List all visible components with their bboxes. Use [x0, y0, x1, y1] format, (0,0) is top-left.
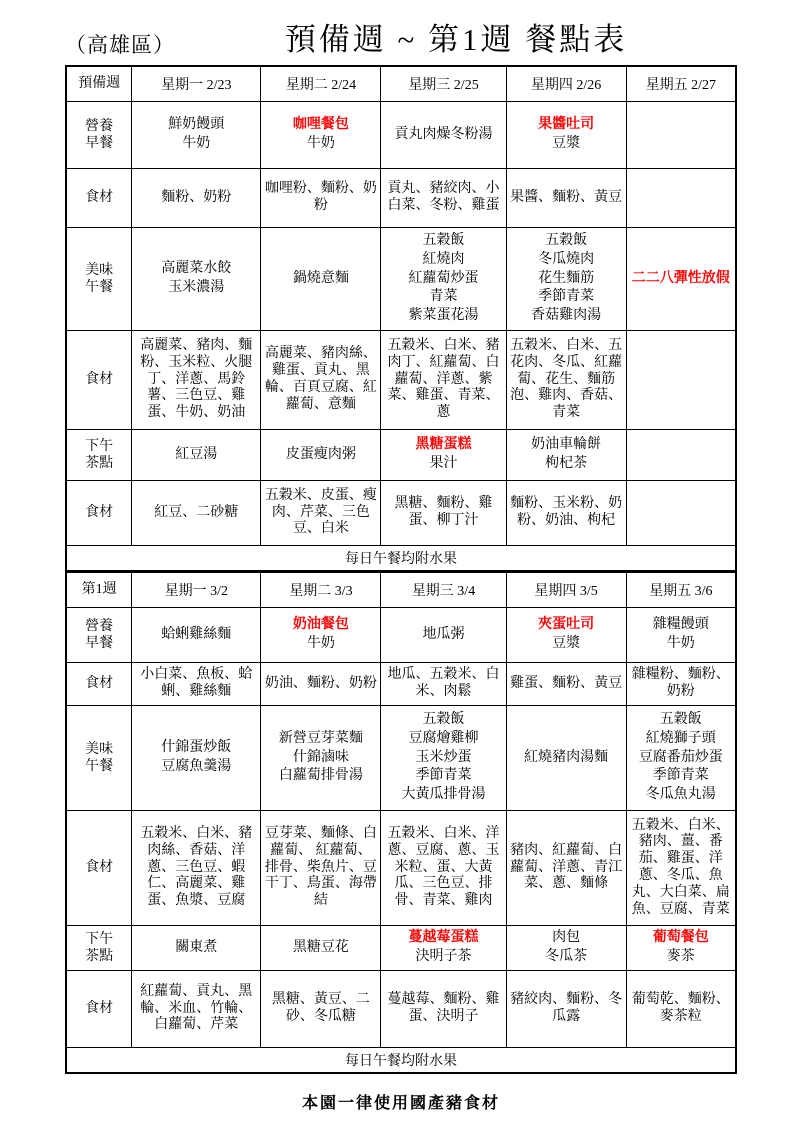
menu-item-highlighted: 葡萄餐包 [652, 930, 709, 946]
menu-table-body [66, 572, 736, 1073]
day-header-cell: 星期一 2/23 [132, 66, 261, 102]
menu-item-text: 五穀飯 [422, 232, 465, 248]
row-label-text: 下午 [85, 931, 114, 947]
menu-item-text: 黑糖、麵粉、雞蛋、柳丁汁 [394, 496, 493, 528]
week-label-cell: 第1週 [66, 572, 132, 608]
fruit-note-cell: 每日午餐均附水果 [66, 1048, 736, 1074]
menu-tables-container [0, 65, 793, 1074]
row-label-cell [66, 663, 132, 706]
menu-item-text: 五穀米、白米、五花肉、冬瓜、紅蘿蔔、花生、麵筋泡、雞肉、香菇、青菜 [510, 338, 623, 421]
menu-item-text: 豆漿 [552, 136, 581, 151]
menu-item-text: 雞蛋、麵粉、黃豆 [510, 675, 623, 691]
row-label-cell [66, 811, 132, 926]
row-label-text: 早餐 [85, 636, 114, 651]
menu-cell [626, 926, 736, 971]
menu-item-text: 紅燒肉 [422, 251, 465, 267]
menu-item-text: 麵粉、玉米粉、奶粉、奶油、枸杞 [510, 496, 623, 528]
menu-item-text: 五穀飯 [545, 232, 588, 248]
row-label-text: 美味 [85, 741, 114, 757]
day-header-cell: 星期五 2/27 [626, 66, 736, 102]
menu-item-text: 季節青菜 [652, 768, 709, 784]
week-label-cell: 預備週 [66, 66, 132, 102]
menu-cell [506, 706, 626, 811]
menu-item-text: 雜糧粉、麵粉、奶粉 [631, 667, 730, 699]
menu-cell [381, 608, 506, 663]
menu-cell [132, 706, 261, 811]
menu-item-highlighted: 果醬吐司 [538, 117, 595, 133]
menu-item-highlighted: 二二八彈性放假 [631, 270, 730, 286]
menu-cell [626, 971, 736, 1048]
region-label: （高雄區） [65, 33, 175, 57]
menu-cell [132, 926, 261, 971]
menu-item-text: 奶油、麵粉、奶粉 [264, 675, 377, 691]
menu-cell [261, 971, 381, 1048]
menu-item-text: 玉米炒蛋 [415, 749, 472, 765]
menu-cell [626, 228, 736, 331]
menu-cell [506, 331, 626, 430]
menu-item-text: 五穀米、白米、豬肉絲、香菇、洋蔥、三色豆、蝦仁、高麗菜、雞蛋、魚漿、豆腐 [140, 826, 253, 909]
table-row [66, 169, 736, 228]
row-label-cell [66, 102, 132, 169]
table-row [66, 663, 736, 706]
menu-item-text: 大黃瓜排骨湯 [401, 787, 486, 803]
menu-cell [261, 608, 381, 663]
row-label-text: 食材 [85, 190, 114, 206]
menu-cell [506, 811, 626, 926]
menu-item-text: 牛奶 [306, 136, 335, 151]
menu-cell [381, 228, 506, 331]
menu-item-text: 紅燒獅子頭 [645, 730, 716, 746]
title-row [65, 14, 737, 59]
menu-cell [381, 811, 506, 926]
row-label-text: 美味 [85, 262, 114, 278]
menu-cell [132, 971, 261, 1048]
row-label-text: 食材 [85, 860, 114, 876]
menu-cell [506, 926, 626, 971]
menu-item-text: 青菜 [429, 289, 458, 305]
row-label-text: 食材 [85, 676, 114, 692]
menu-item-text: 豆腐燴雞柳 [408, 730, 479, 746]
menu-item-text: 蔓越莓、麵粉、雞蛋、決明子 [387, 992, 500, 1024]
menu-cell [381, 430, 506, 481]
menu-cell [626, 102, 736, 169]
menu-item-text: 紫菜蛋花湯 [408, 308, 479, 324]
menu-item-text: 紅燒豬肉湯麵 [524, 749, 609, 765]
menu-item-text: 決明子茶 [415, 949, 472, 964]
menu-item-text: 果汁 [429, 456, 458, 471]
menu-item-text: 枸杞茶 [545, 456, 588, 471]
fruit-note-row [66, 546, 736, 572]
menu-cell [506, 169, 626, 228]
menu-cell [626, 663, 736, 706]
fruit-note-cell: 每日午餐均附水果 [66, 546, 736, 572]
row-label-cell [66, 430, 132, 481]
menu-item-text: 牛奶 [182, 136, 211, 151]
menu-cell [506, 481, 626, 546]
page-title: 預備週 ~ 第1週 餐點表 [284, 22, 628, 57]
table-row [66, 811, 736, 926]
menu-cell [381, 481, 506, 546]
menu-cell [261, 169, 381, 228]
menu-cell [261, 430, 381, 481]
table-row [66, 971, 736, 1048]
menu-item-text: 新營豆芽菜麵 [278, 730, 363, 746]
menu-item-text: 高麗菜水餃 [161, 261, 232, 277]
menu-table-week2 [65, 571, 737, 1074]
menu-item-text: 牛奶 [666, 636, 695, 651]
row-label-text: 食材 [85, 505, 114, 521]
menu-cell [381, 169, 506, 228]
menu-item-highlighted: 奶油餐包 [292, 617, 349, 633]
menu-item-text: 牛奶 [306, 636, 335, 651]
menu-item-text: 紅豆湯 [175, 446, 218, 462]
table-row [66, 608, 736, 663]
menu-item-text: 玉米濃湯 [168, 280, 225, 295]
menu-item-text: 豆漿 [552, 636, 581, 651]
menu-item-text: 什錦蛋炒飯 [161, 740, 232, 756]
menu-item-highlighted: 夾蛋吐司 [538, 617, 595, 633]
day-header-cell: 星期一 3/2 [132, 572, 261, 608]
menu-item-text: 花生麵筋 [538, 270, 595, 286]
menu-item-text: 葡萄乾、麵粉、麥茶粒 [631, 992, 730, 1024]
menu-cell [506, 608, 626, 663]
menu-cell [132, 169, 261, 228]
table-row [66, 481, 736, 546]
menu-item-text: 貢丸、豬絞肉、小白菜、冬粉、雞蛋 [387, 181, 500, 213]
menu-item-text: 麵粉、奶粉 [161, 189, 232, 205]
row-label-text: 下午 [85, 438, 114, 454]
header-row [66, 66, 736, 102]
menu-cell [261, 102, 381, 169]
menu-item-text: 豆芽菜、麵條、白蘿蔔、 紅蘿蔔、排骨、柴魚片、豆干丁、鳥蛋、海帶結 [264, 826, 377, 909]
menu-item-text: 紅豆、二砂糖 [154, 504, 239, 520]
menu-item-text: 豆腐魚羹湯 [161, 759, 232, 774]
menu-cell [261, 228, 381, 331]
menu-cell [132, 608, 261, 663]
day-header-cell: 星期三 3/4 [381, 572, 506, 608]
menu-item-text: 肉包 [552, 930, 581, 946]
menu-item-text: 地瓜粥 [422, 626, 465, 642]
table-row [66, 331, 736, 430]
menu-cell [132, 811, 261, 926]
footer-note: 本園一律使用國產豬食材 [301, 1095, 500, 1112]
row-label-cell [66, 228, 132, 331]
day-header-cell: 星期二 3/3 [261, 572, 381, 608]
menu-cell [626, 331, 736, 430]
menu-item-text: 奶油車輪餅 [531, 437, 602, 453]
menu-cell [132, 331, 261, 430]
menu-cell [626, 811, 736, 926]
menu-item-highlighted: 黑糖蛋糕 [415, 437, 472, 453]
menu-item-text: 五穀飯 [422, 711, 465, 727]
menu-cell [132, 228, 261, 331]
menu-item-text: 雜糧饅頭 [652, 617, 709, 633]
menu-cell [132, 102, 261, 169]
menu-cell [506, 102, 626, 169]
menu-item-text: 冬瓜茶 [545, 949, 588, 964]
row-label-text: 營養 [85, 118, 114, 134]
row-label-cell [66, 608, 132, 663]
menu-item-text: 紅蘿蔔、貢丸、黑輪、米血、竹輪、白蘿蔔、芹菜 [140, 983, 253, 1033]
menu-item-text: 什錦滷味 [292, 749, 349, 765]
menu-table-week1 [65, 65, 737, 572]
row-label-cell [66, 481, 132, 546]
menu-item-text: 小白菜、魚板、蛤蜊、雞絲麵 [140, 667, 253, 699]
menu-item-text: 咖哩粉、麵粉、奶粉 [264, 181, 377, 213]
menu-item-text: 麥茶 [666, 949, 695, 964]
row-label-cell [66, 169, 132, 228]
menu-item-text: 五穀米、白米、洋蔥、豆腐、蔥、玉米粒、蛋、大黃瓜、三色豆、排骨、青菜、雞肉 [387, 826, 500, 909]
menu-item-text: 鮮奶饅頭 [168, 117, 225, 133]
menu-cell [506, 430, 626, 481]
day-header-cell: 星期四 2/26 [506, 66, 626, 102]
menu-cell [132, 663, 261, 706]
menu-item-text: 五穀米、皮蛋、瘦肉、芹菜、三色豆、白米 [264, 487, 377, 537]
table-row [66, 430, 736, 481]
table-row [66, 102, 736, 169]
header-row [66, 572, 736, 608]
table-row [66, 926, 736, 971]
menu-cell [626, 608, 736, 663]
menu-item-text: 果醬、麵粉、黃豆 [510, 189, 623, 205]
row-label-cell [66, 331, 132, 430]
menu-item-text: 白蘿蔔排骨湯 [278, 768, 363, 784]
menu-item-text: 冬瓜燒肉 [538, 251, 595, 267]
row-label-text: 食材 [85, 1001, 114, 1017]
day-header-cell: 星期二 2/24 [261, 66, 381, 102]
row-label-text: 午餐 [85, 280, 114, 295]
row-label-text: 食材 [85, 372, 114, 388]
menu-cell [506, 971, 626, 1048]
menu-item-text: 高麗菜、豬肉、麵粉、玉米粒、火腿丁、洋蔥、馬鈴薯、三色豆、雞蛋、牛奶、奶油 [140, 338, 253, 421]
menu-cell [261, 331, 381, 430]
menu-item-text: 五穀米、白米、豬肉丁、紅蘿蔔、白蘿蔔、洋蔥、紫菜、雞蛋、青菜、蔥 [387, 338, 500, 421]
menu-cell [261, 663, 381, 706]
menu-item-text: 黑糖、黃豆、二砂、冬瓜糖 [271, 992, 370, 1024]
menu-cell [506, 228, 626, 331]
menu-cell [381, 663, 506, 706]
menu-cell [261, 706, 381, 811]
menu-item-text: 紅蘿蔔炒蛋 [408, 270, 479, 286]
menu-item-text: 豬肉、紅蘿蔔、白蘿蔔、洋蔥、青江菜、蔥、麵條 [510, 842, 623, 892]
menu-item-text: 高麗菜、豬肉絲、雞蛋、貢丸、黑輪、百頁豆腐、紅蘿蔔、意麵 [264, 346, 377, 412]
menu-cell [626, 706, 736, 811]
menu-item-text: 關東煮 [175, 939, 218, 955]
day-header-cell: 星期五 3/6 [626, 572, 736, 608]
menu-item-text: 蛤蜊雞絲麵 [161, 626, 232, 642]
menu-cell [626, 481, 736, 546]
menu-cell [132, 430, 261, 481]
row-label-cell [66, 971, 132, 1048]
row-label-text: 午餐 [85, 759, 114, 774]
menu-item-text: 豆腐番茄炒蛋 [638, 749, 723, 765]
menu-cell [261, 811, 381, 926]
row-label-text: 早餐 [85, 136, 114, 151]
menu-item-text: 季節青菜 [415, 768, 472, 784]
row-label-text: 茶點 [85, 456, 114, 471]
day-header-cell: 星期三 2/25 [381, 66, 506, 102]
menu-cell [261, 926, 381, 971]
menu-item-text: 豬絞肉、麵粉、冬瓜露 [510, 992, 623, 1024]
menu-cell [381, 971, 506, 1048]
row-label-text: 營養 [85, 618, 114, 634]
menu-cell [132, 481, 261, 546]
row-label-text: 茶點 [85, 949, 114, 964]
table-row [66, 228, 736, 331]
menu-item-highlighted: 咖哩餐包 [292, 117, 349, 133]
menu-cell [381, 706, 506, 811]
menu-item-text: 皮蛋瘦肉粥 [285, 446, 356, 462]
menu-cell [506, 663, 626, 706]
menu-item-text: 黑糖豆花 [292, 939, 349, 955]
menu-cell [381, 926, 506, 971]
menu-item-text: 季節青菜 [538, 289, 595, 305]
menu-item-text: 五穀米、白米、豬肉、薑、番茄、雞蛋、洋蔥、冬瓜、魚丸、大白菜、扁魚、豆腐、青菜 [631, 817, 730, 917]
menu-item-text: 冬瓜魚丸湯 [645, 787, 716, 803]
day-header-cell: 星期四 3/5 [506, 572, 626, 608]
menu-item-text: 香菇雞肉湯 [531, 308, 602, 324]
menu-item-highlighted: 蔓越莓蛋糕 [408, 930, 479, 946]
menu-cell [381, 102, 506, 169]
menu-cell [381, 331, 506, 430]
menu-table-body [66, 66, 736, 571]
menu-item-text: 鍋燒意麵 [292, 270, 349, 286]
menu-cell [626, 169, 736, 228]
row-label-cell [66, 706, 132, 811]
fruit-note-row [66, 1048, 736, 1074]
table-row [66, 706, 736, 811]
menu-item-text: 貢丸肉燥冬粉湯 [394, 126, 493, 142]
row-label-cell [66, 926, 132, 971]
menu-item-text: 五穀飯 [659, 711, 702, 727]
menu-cell [626, 430, 736, 481]
menu-cell [261, 481, 381, 546]
menu-item-text: 地瓜、五穀米、白米、肉鬆 [387, 667, 500, 699]
